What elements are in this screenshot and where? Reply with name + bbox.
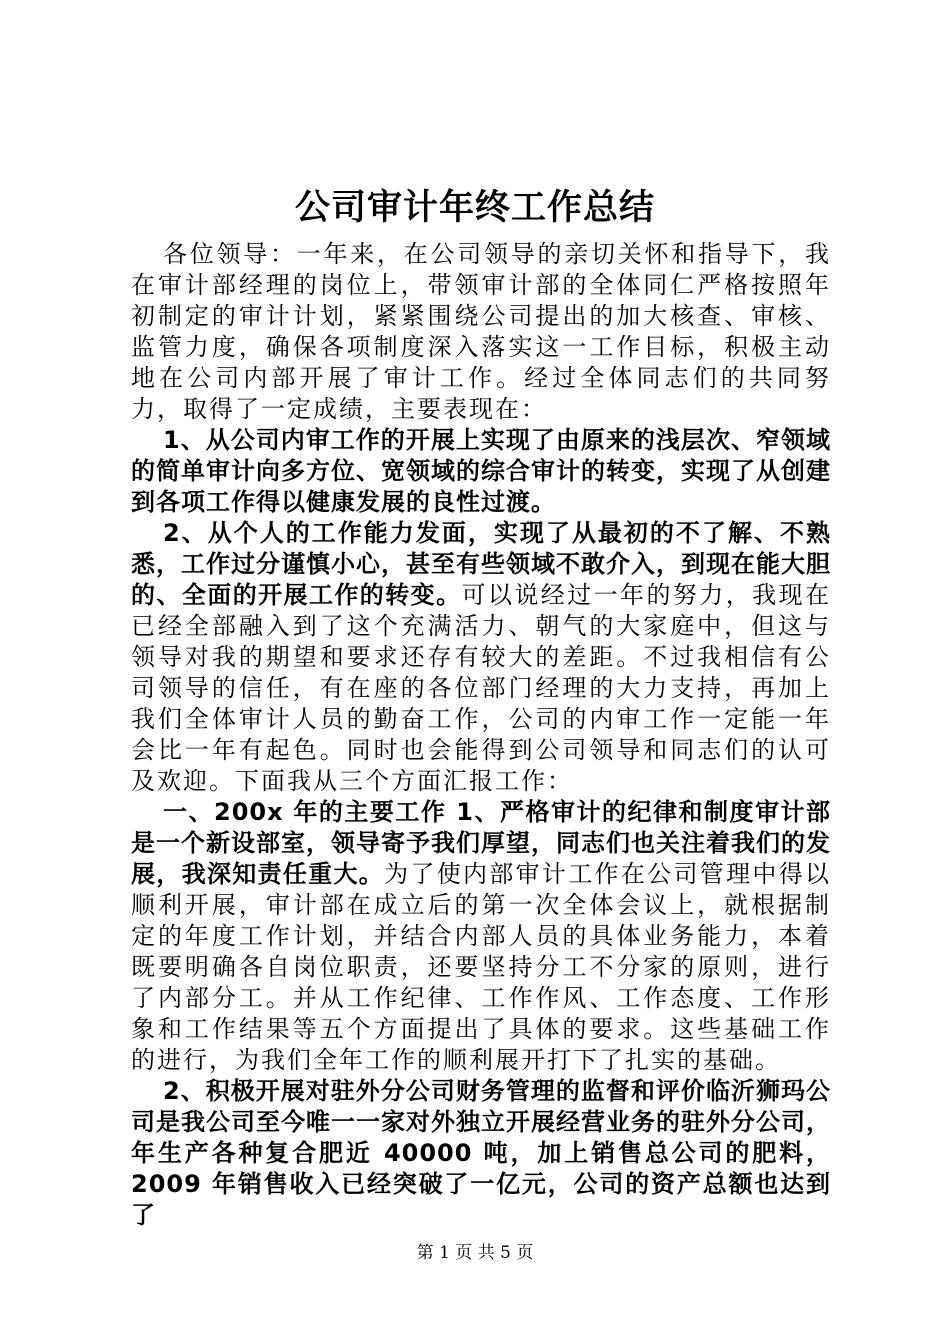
paragraph-section-2 — [131, 1076, 831, 1231]
paragraph-text: 可以说经过一年的努力，我现在已经全部融入到了这个充满活力、朝气的大家庭中，但这与领导对我的期望和要求还存有较大的差距。不过我相信有公司领导的信任，有在座的各位部门经理的大力支持，再加上我们全体审计人员的勤奋工作，公司的内审工作一定能一年会比一年有起色。同时也会能得到公司领导和同志们的认可及欢迎。下面我从三个方面汇报工作： — [131, 581, 831, 795]
paragraph-section-1 — [131, 797, 831, 1076]
document-body — [131, 239, 831, 1231]
paragraph-text: 1、从公司内审工作的开展上实现了由原来的浅层次、窄领域的简单审计向多方位、宽领域的综合审计的转变，实现了从创建到各项工作得以健康发展的良性过渡。 — [131, 426, 831, 516]
paragraph-point-1 — [131, 425, 831, 518]
page-footer: 第 1 页 共 5 页 — [416, 1243, 534, 1263]
paragraph-point-2 — [131, 518, 831, 797]
paragraph-text: 2、从个人的工作能力发面，实现了从最初的不了解、不熟悉，工作过分谨慎小心，甚至有些领域不敢介入，到现在能大胆的、全面的开展工作的转变。 — [131, 519, 831, 609]
paragraph-intro — [131, 239, 831, 425]
paragraph-text: 2、积极开展对驻外分公司财务管理的监督和评价临沂狮玛公司是我公司至今唯一一家对外独立开展经营业务的驻外分公司，年生产各种复合肥近 40000 吨，加上销售总公司的肥料，2009 年销售收入已经突破了一亿元，公司的资产总额也达到了 — [131, 1077, 831, 1229]
document-title: 公司审计年终工作总结 — [294, 188, 655, 228]
paragraph-text: 为了使内部审计工作在公司管理中得以顺利开展，审计部在成立后的第一次全体会议上，就根据制定的年度工作计划，并结合内部人员的具体业务能力，本着既要明确各自岗位职责，还要坚持分工不分家的原则，进行了内部分工。并从工作纪律、工作作风、工作态度、工作形象和工作结果等五个方面提出了具体的要求。这些基础工作的进行，为我们全年工作的顺利展开打下了扎实的基础。 — [131, 860, 832, 1074]
paragraph-text: 一、200x 年的主要工作 1、严格审计的纪律和制度审计部是一个新设部室，领导寄予我们厚望，同志们也关注着我们的发展，我深知责任重大。 — [131, 798, 831, 888]
paragraph-text: 各位领导：一年来，在公司领导的亲切关怀和指导下，我在审计部经理的岗位上，带领审计部的全体同仁严格按照年初制定的审计计划，紧紧围绕公司提出的加大核查、审核、监管力度，确保各项制度深入落实这一工作目标，积极主动地在公司内部开展了审计工作。经过全体同志们的共同努力，取得了一定成绩，主要表现在： — [131, 240, 831, 423]
